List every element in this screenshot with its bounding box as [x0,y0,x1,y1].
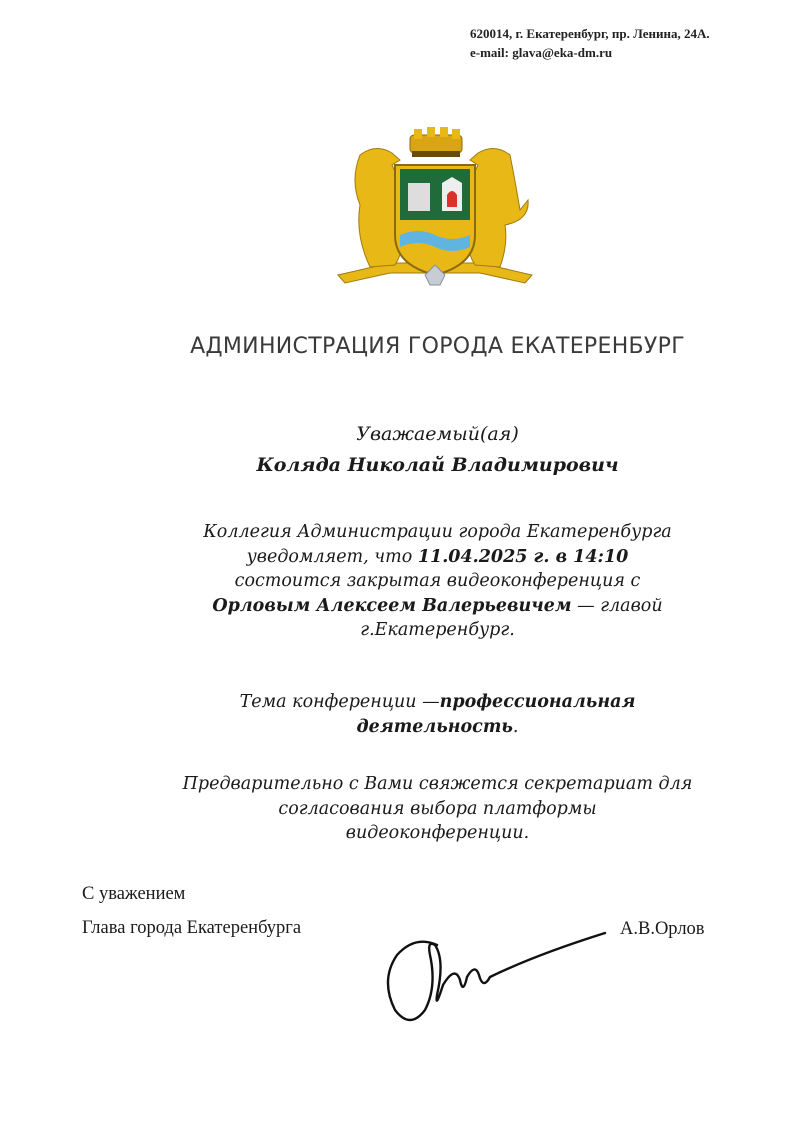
secretariat-paragraph [160,772,715,846]
handwritten-signature [375,915,615,1035]
host-name: Орловым Алексеем Валерьевичем [212,595,572,616]
notice-paragraph [160,520,715,643]
topic-paragraph [160,690,715,739]
notice-text: — главой [571,595,663,616]
address-line: 620014, г. Екатеренбург, пр. Ленина, 24А. [470,26,710,41]
punctuation: . [512,716,519,737]
sender-address [470,24,710,62]
topic-value: профессиональная [439,692,636,712]
secretariat-line: Предварительно с Вами свяжется секретариат для [182,774,693,794]
recipient-name: Коляда Николай Владимирович [256,454,619,476]
secretariat-line: видеоконференции. [345,823,530,843]
notice-line: Коллегия Администрации города Екатеренбурга [203,522,672,542]
notice-line [160,545,715,570]
organization-title: АДМИНИСТРАЦИЯ ГОРОДА ЕКАТЕРЕНБУРГ [190,334,685,359]
notice-text: уведомляет, что [246,546,418,567]
notice-line: состоится закрытая видеоконференция с [234,571,641,591]
salutation: Уважаемый(ая) [356,423,519,445]
coat-of-arms-emblem [330,125,540,300]
topic-label: Тема конференции — [239,692,440,712]
notice-line: г.Екатеренбург. [360,620,515,640]
closing-regards: С уважением [82,884,186,904]
topic-value: деятельность [356,716,513,737]
signer-position: Глава города Екатеренбурга [82,918,302,938]
email-line: e-mail: glava@eka-dm.ru [470,45,613,60]
secretariat-line: согласования выбора платформы [278,798,597,819]
conference-datetime: 11.04.2025 г. в 14:10 [417,546,629,567]
signer-name: А.В.Орлов [620,919,705,939]
greeting [160,419,715,481]
notice-line [160,594,715,619]
